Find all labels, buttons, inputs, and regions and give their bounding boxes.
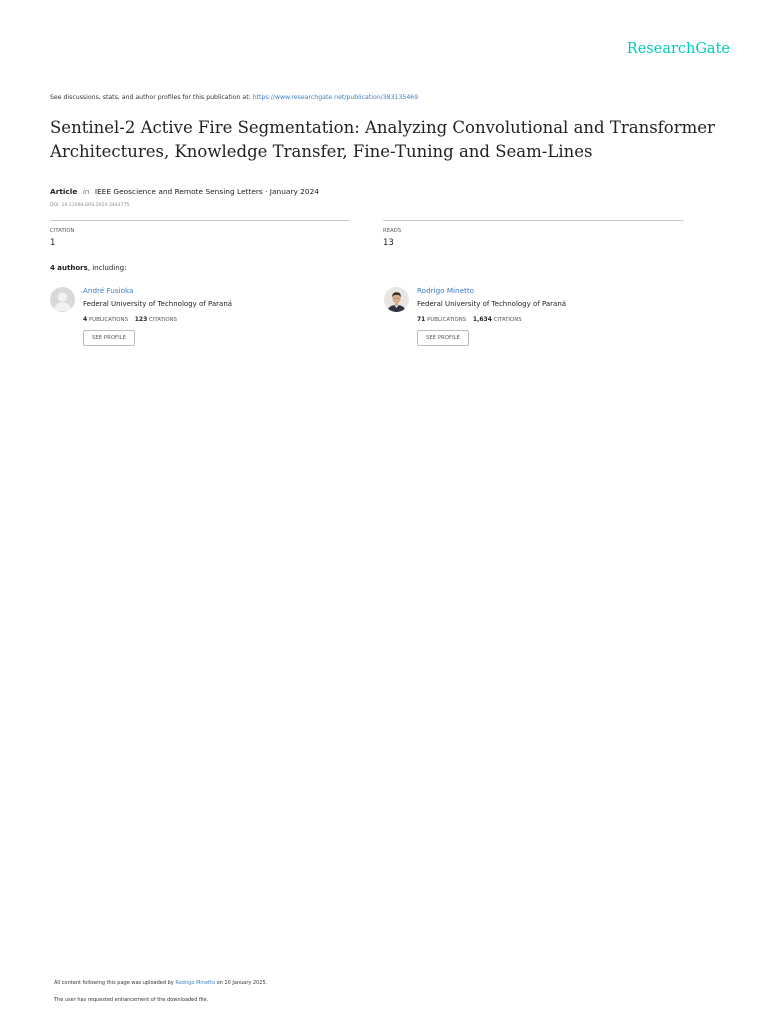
- author-stats: [417, 316, 674, 323]
- researchgate-logo[interactable]: ResearchGate: [626, 41, 730, 57]
- see-profile-button[interactable]: SEE PROFILE: [83, 330, 135, 346]
- publication-doi: DOI: 10.1109/LGRS.2024.3443775: [50, 203, 130, 208]
- author-affiliation: Federal University of Technology of Paraná: [417, 300, 567, 308]
- author-affiliation: Federal University of Technology of Paraná: [83, 300, 233, 308]
- publication-venue[interactable]: IEEE Geoscience and Remote Sensing Letters · January 2024: [94, 187, 319, 196]
- publications-count: 71: [417, 316, 426, 323]
- upload-notice: [54, 980, 267, 986]
- author-name-link[interactable]: Rodrigo Minetto: [417, 286, 475, 295]
- author-stats: [83, 316, 340, 323]
- upload-suffix: on 10 January 2025.: [216, 980, 268, 986]
- upload-prefix: All content following this page was uploaded by: [54, 980, 174, 986]
- citations-count: 1,634: [472, 316, 492, 323]
- publication-type: Article: [50, 187, 78, 196]
- citations-label: CITATIONS: [493, 317, 522, 323]
- citation-stat: [50, 220, 350, 248]
- publications-label: PUBLICATIONS: [427, 317, 467, 323]
- citations-count: 123: [134, 316, 148, 323]
- see-profile-button[interactable]: SEE PROFILE: [417, 330, 469, 346]
- author-name-link[interactable]: André Fusioka: [83, 286, 134, 295]
- authors-suffix: , including:: [87, 264, 127, 272]
- citation-value: 1: [50, 238, 56, 248]
- enhancement-note: The user has requested enhancement of the downloaded file.: [54, 997, 209, 1003]
- citation-label: CITATION: [50, 228, 75, 234]
- citations-label: CITATIONS: [148, 317, 178, 323]
- discussion-line: [50, 94, 418, 101]
- authors-count: 4 authors: [50, 264, 88, 272]
- discussion-text: See discussions, stats, and author profiles for this publication at:: [50, 94, 251, 101]
- default-user-icon[interactable]: [50, 287, 75, 312]
- reads-value: 13: [383, 238, 394, 248]
- reads-label: READS: [383, 228, 402, 234]
- authors-header: [50, 264, 126, 272]
- publication-url-link[interactable]: https://www.researchgate.net/publication/383135469: [252, 94, 419, 101]
- uploader-link[interactable]: Rodrigo Minetto: [175, 980, 216, 986]
- user-photo-icon[interactable]: [384, 287, 409, 312]
- publications-count: 4: [83, 316, 88, 323]
- publication-title: Sentinel-2 Active Fire Segmentation: Analyzing Convolutional and Transformer Architectures, Knowledge Transfer, Fine-Tuning and Seam-Lines: [50, 118, 715, 161]
- reads-stat: [383, 220, 684, 248]
- publication-meta: [50, 187, 319, 196]
- publications-label: PUBLICATIONS: [88, 317, 129, 323]
- meta-in-word: in: [82, 187, 90, 196]
